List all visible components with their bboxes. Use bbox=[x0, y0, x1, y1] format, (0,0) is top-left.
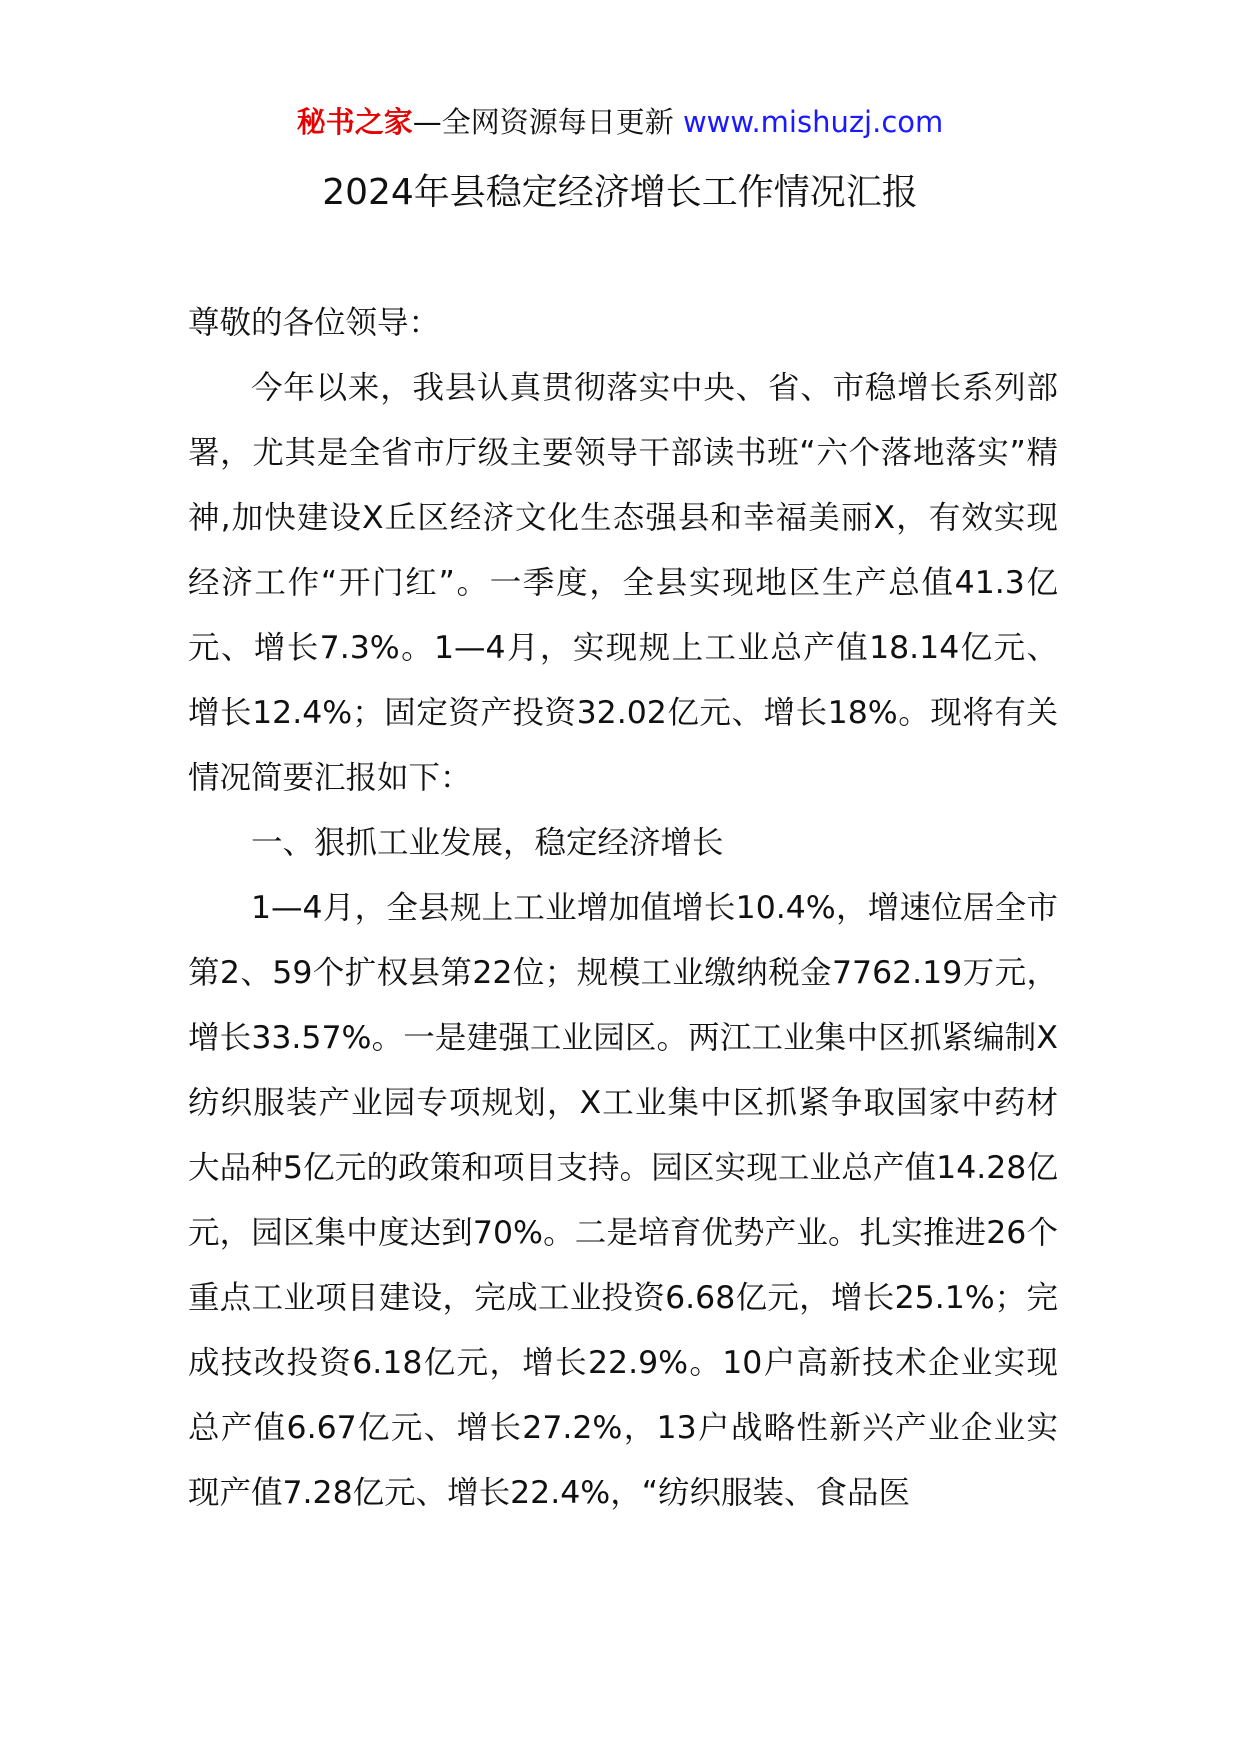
intro-paragraph: 今年以来，我县认真贯彻落实中央、省、市稳增长系列部署，尤其是全省市厅级主要领导干部读书班“六个落地落实”精神,加快建设X丘区经济文化生态强县和幸福美丽X，有效实现经济工作“开门红”。一季度，全县实现地区生产总值41.3亿元、增长7.3%。1—4月，实现规上工业总产值18.14亿元、增长12.4%；固定资产投资32.02亿元、增长18%。现将有关情况简要汇报如下： bbox=[188, 370, 1058, 796]
section-paragraph: 1—4月，全县规上工业增加值增长10.4%，增速位居全市第2、59个扩权县第22位；规模工业缴纳税金7762.19万元，增长33.57%。一是建强工业园区。两江工业集中区抓紧编制X纺织服装产业园专项规划，X工业集中区抓紧争取国家中药材大品种5亿元的政策和项目支持。园区实现工业总产值14.28亿元，园区集中度达到70%。二是培育优势产业。扎实推进26个重点工业项目建设，完成工业投资6.68亿元，增长25.1%；完成技改投资6.18亿元，增长22.9%。10户高新技术企业实现总产值6.67亿元、增长27.2%，13户战略性新兴产业企业实现产值7.28亿元、增长22.4%，“纺织服装、食品医 bbox=[188, 890, 1058, 1511]
salutation: 尊敬的各位领导： bbox=[188, 305, 441, 341]
document-title: 2024年县稳定经济增长工作情况汇报 bbox=[322, 172, 918, 213]
document-body bbox=[188, 291, 1058, 1526]
section-heading: 一、狠抓工业发展，稳定经济增长 bbox=[251, 825, 724, 861]
brand-name: 秘书之家 bbox=[296, 105, 413, 139]
site-header bbox=[0, 100, 1240, 144]
header-tagline: —全网资源每日更新 bbox=[412, 105, 683, 139]
site-url-link[interactable]: www.mishuzj.com bbox=[682, 105, 944, 139]
